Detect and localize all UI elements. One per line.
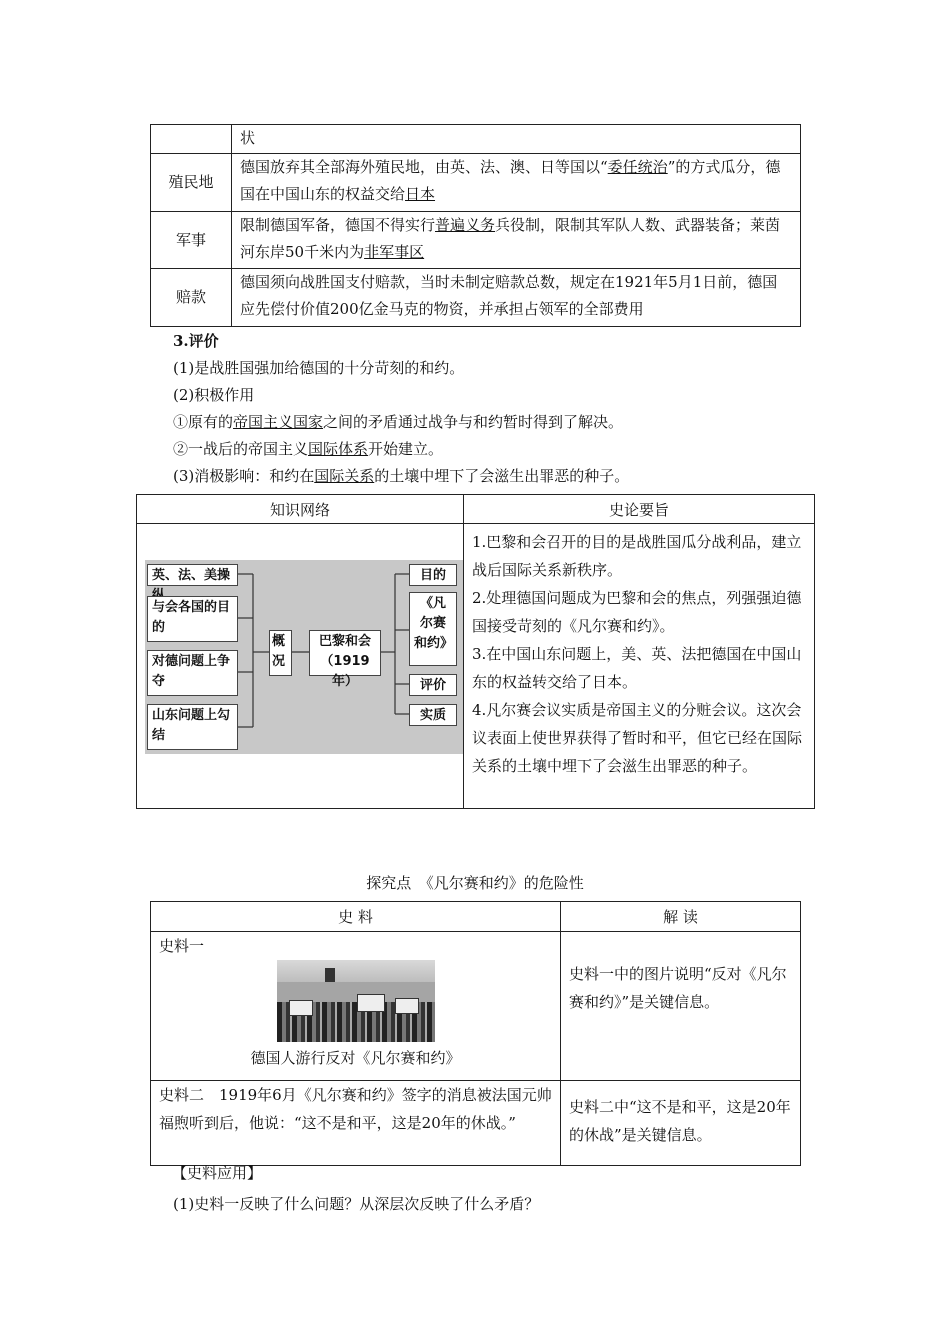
- row-content: 德国须向战胜国支付赔款，当时未制定赔款总数，规定在1921年5月1日前，德国应先偿付价值200亿金马克的物资，并承担占领军的全部费用: [232, 269, 801, 327]
- reading-two-cell: 史料二中“这不是和平，这是20年的休战”是关键信息。: [561, 1081, 801, 1166]
- material-one-cell: [151, 932, 561, 1081]
- evaluation-heading: 3.评价: [173, 332, 219, 350]
- diagram-node: 山东问题上勾结: [147, 704, 238, 750]
- empty-cell: [151, 125, 232, 154]
- key-point: 1.巴黎和会召开的目的是战胜国瓜分战利品，建立战后国际关系新秩序。: [472, 533, 802, 579]
- evaluation-line: (2)积极作用: [173, 386, 255, 404]
- diagram-node-center: 概况: [269, 630, 292, 676]
- row-content: 德国放弃其全部海外殖民地，由英、法、澳、日等国以“委任统治”的方式瓜分，德国在中国山东的权益交给日本: [232, 154, 801, 212]
- evaluation-line: (1)是战胜国强加给德国的十分苛刻的和约。: [173, 359, 465, 377]
- col-header-reading: 解 读: [561, 902, 801, 932]
- col-header-points: 史论要旨: [464, 495, 815, 524]
- evaluation-line: (3)消极影响：和约在国际关系的土壤中埋下了会滋生出罪恶的种子。: [173, 467, 630, 485]
- photo-caption: 德国人游行反对《凡尔赛和约》: [250, 1049, 461, 1067]
- inquiry-title: 探究点 《凡尔赛和约》的危险性: [366, 874, 584, 892]
- diagram-node: 英、法、美操: [147, 564, 238, 586]
- key-point: 4.凡尔赛会议实质是帝国主义的分赃会议。这次会议表面上使世界获得了暂时和平，但它已经在国际关系的土壤中埋下了会滋生出罪恶的种子。: [472, 701, 803, 775]
- diagram-node: 与会各国的目的: [147, 596, 238, 642]
- reading-one-cell: 史料一中的图片说明“反对《凡尔赛和约》”是关键信息。: [561, 932, 801, 1081]
- summary-table: [136, 494, 815, 809]
- inquiry-table: [150, 901, 801, 1166]
- diagram-node: 对德问题上争夺: [147, 650, 238, 696]
- diagram-node: 目的: [409, 564, 457, 586]
- top-fragment: 状: [232, 125, 801, 154]
- evaluation-line: ①原有的帝国主义国家之间的矛盾通过战争与和约暂时得到了解决。: [173, 413, 624, 431]
- diagram-node-center: 巴黎和会（1919年）: [309, 630, 381, 676]
- diagram-node: 评价: [409, 674, 457, 696]
- key-point: 2.处理德国问题成为巴黎和会的焦点，列强强迫德国接受苛刻的《凡尔赛和约》。: [472, 589, 802, 635]
- material-one-label: 史料一: [159, 937, 205, 955]
- row-content: 限制德国军备，德国不得实行普遍义务兵役制，限制其军队人数、武器装备；莱茵河东岸50千米内为非军事区: [232, 212, 801, 269]
- row-label: 赔款: [151, 269, 232, 327]
- application-question: (1)史料一反映了什么问题？从深层次反映了什么矛盾？: [173, 1195, 540, 1213]
- treaty-table: [150, 124, 801, 327]
- row-label: 军事: [151, 212, 232, 269]
- key-point: 3.在中国山东问题上，美、英、法把德国在中国山东的权益转交给了日本。: [472, 645, 802, 691]
- diagram-node: 实质: [409, 704, 457, 726]
- protest-photo: [277, 960, 435, 1042]
- diagram-node: 《凡尔赛和约》: [409, 592, 457, 666]
- knowledge-diagram: [145, 560, 463, 754]
- application-heading: 【史料应用】: [172, 1164, 263, 1182]
- evaluation-line: ②一战后的帝国主义国际体系开始建立。: [173, 440, 444, 458]
- col-header-material: 史 料: [151, 902, 561, 932]
- col-header-network: 知识网络: [137, 495, 464, 524]
- material-two-cell: 史料二 1919年6月《凡尔赛和约》签字的消息被法国元帅福煦听到后，他说：“这不是和平，这是20年的休战。”: [151, 1081, 561, 1166]
- row-label: 殖民地: [151, 154, 232, 212]
- key-points-cell: [464, 524, 815, 809]
- knowledge-network-cell: [137, 524, 464, 809]
